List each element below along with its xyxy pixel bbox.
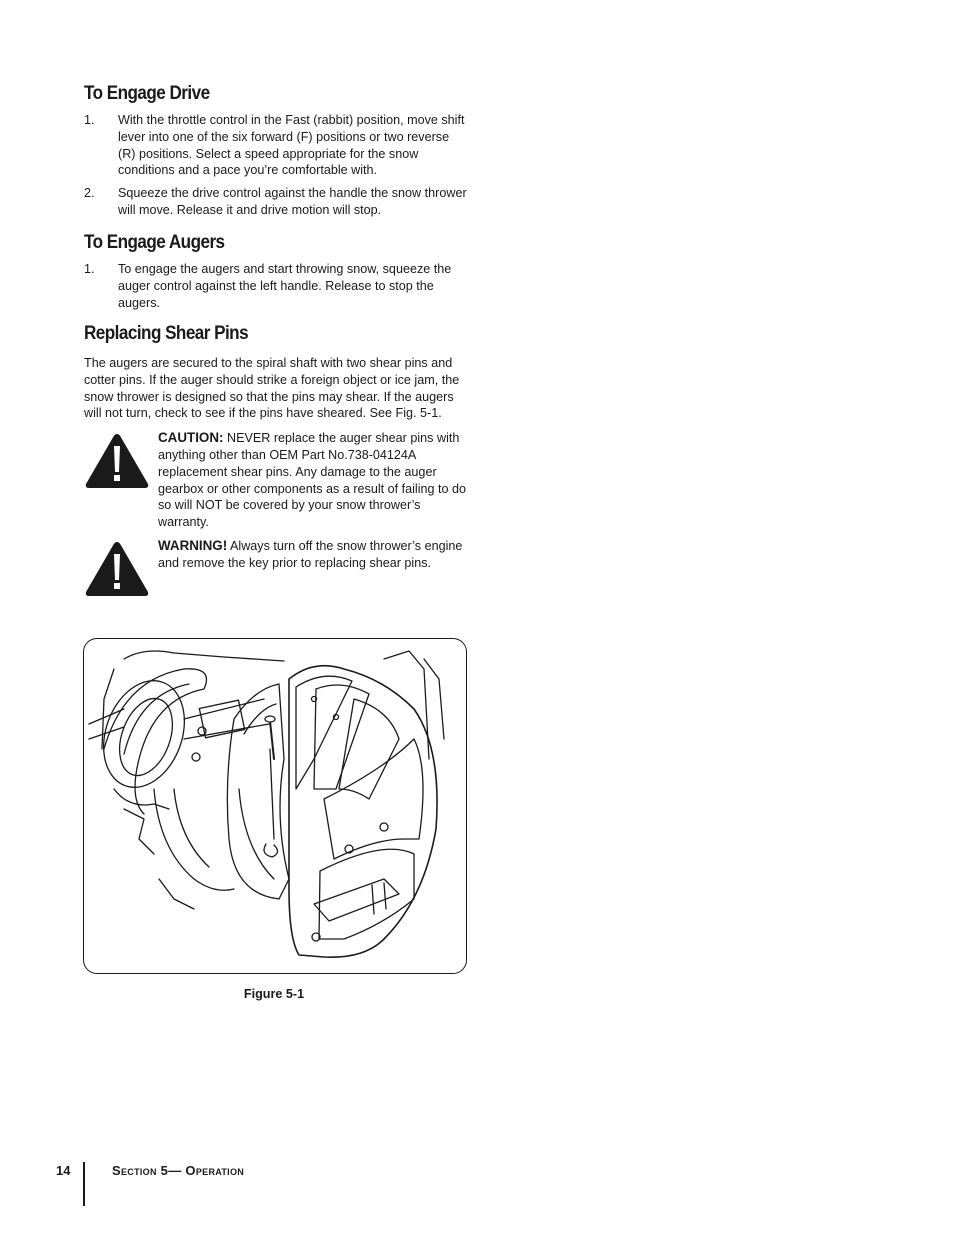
- list-item: [84, 112, 468, 179]
- section-engage-drive: [84, 82, 468, 225]
- warning-triangle-icon: [84, 432, 150, 490]
- list-item: [84, 185, 468, 219]
- caution-keyword: CAUTION:: [158, 430, 224, 446]
- caution-text: NEVER replace the auger shear pins with anything other than OEM Part No.738-04124A replacement shear pins. Any damage to the auger gearbox or other components as a result of failing to do so will NOT be covered by your snow thrower’s warranty.: [158, 431, 467, 530]
- warning-keyword: WARNING!: [158, 537, 228, 553]
- caution-notice: [84, 430, 468, 531]
- figure-illustration: [83, 638, 467, 974]
- engage-drive-steps: [84, 112, 468, 219]
- warning-notice: [84, 538, 468, 572]
- section-shear-pins: [84, 322, 468, 572]
- heading-engage-drive: To Engage Drive: [84, 83, 210, 104]
- list-item: [84, 261, 468, 311]
- step-text: Squeeze the drive control against the handle the snow thrower will move. Release it and drive motion will stop.: [118, 186, 467, 217]
- heading-engage-augers: To Engage Augers: [84, 232, 225, 253]
- shear-pins-paragraph: The augers are secured to the spiral shaft with two shear pins and cotter pins. If the auger should strike a foreign object or ice jam, the snow thrower is designed so that the pins may shear. If the augers will not turn, check to see if the pins have sheared. See Fig. 5-1.: [84, 356, 460, 421]
- step-number: 1.: [84, 262, 95, 276]
- engage-augers-steps: [84, 261, 468, 311]
- warning-text: Always turn off the snow thrower’s engine and remove the key prior to replacing shear pins.: [158, 538, 463, 570]
- footer-section-title: Section 5— Operation: [112, 1163, 245, 1178]
- heading-shear-pins: Replacing Shear Pins: [84, 323, 249, 344]
- figure-caption: Figure 5-1: [243, 987, 305, 1001]
- step-number: 2.: [84, 186, 95, 201]
- auger-shear-pin-illustration: [84, 639, 466, 973]
- step-text: With the throttle control in the Fast (rabbit) position, move shift lever into one of the six forward (F) positions or two reverse (R) positions. Select a speed appropriate for the snow conditions and a pace you’re comfortable with.: [118, 113, 465, 178]
- step-number: 1.: [84, 113, 95, 127]
- section-engage-augers: [84, 231, 468, 317]
- warning-triangle-icon: [84, 540, 150, 598]
- page-number: 14: [56, 1163, 71, 1178]
- footer-divider: [83, 1162, 85, 1206]
- step-text: To engage the augers and start throwing snow, squeeze the auger control against the left handle. Release to stop the augers.: [118, 262, 452, 310]
